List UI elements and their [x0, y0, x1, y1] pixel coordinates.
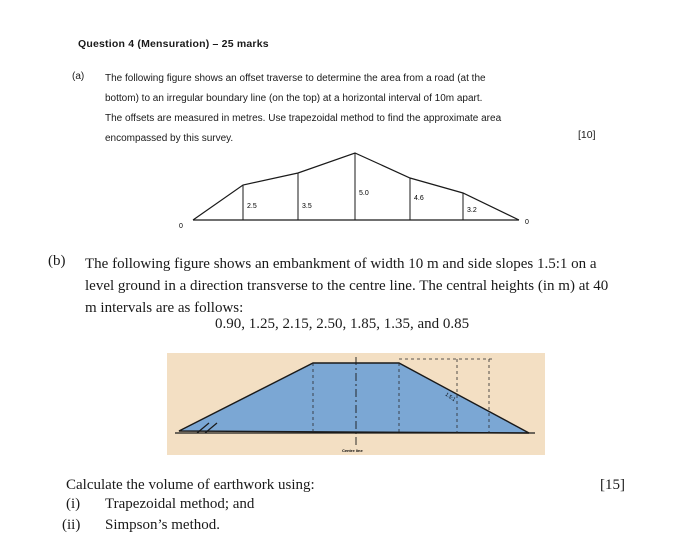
method-2-text: Simpson’s method.: [105, 517, 221, 533]
method-1-number: (i): [66, 496, 81, 512]
part-a-line-4: encompassed by this survey.: [105, 133, 234, 144]
offset-label: 4.6: [414, 195, 424, 202]
offset-traverse-figure: [165, 145, 545, 235]
embankment-figure: [167, 353, 545, 455]
part-a-line-3: The offsets are measured in metres. Use trapezoidal method to find the approximate area: [105, 113, 502, 124]
part-b-line-2: level ground in a direction transverse to the centre line. The central heights (in m) at 40: [85, 278, 609, 294]
offset-label: 0: [525, 219, 529, 226]
slope-label: 1.5:1: [443, 391, 457, 404]
offset-label: 5.0: [359, 190, 369, 197]
part-a-label: (a): [72, 71, 85, 82]
part-b-marks: [15]: [600, 477, 625, 493]
part-b-line-1: The following figure shows an embankment of width 10 m and side slopes 1.5:1 on a: [85, 256, 597, 272]
part-b-line-3: m intervals are as follows:: [85, 300, 244, 316]
part-a-line-2: bottom) to an irregular boundary line (on the top) at a horizontal interval of 10m apart.: [105, 93, 483, 104]
offset-label: 0: [179, 223, 183, 230]
part-b-label: (b): [48, 253, 66, 269]
offset-label: 2.5: [247, 203, 257, 210]
centre-line-label: Centre line: [342, 448, 363, 453]
calculation-prompt: Calculate the volume of earthwork using:: [66, 477, 315, 493]
part-a-text: [105, 69, 650, 149]
offset-label: 3.5: [302, 203, 312, 210]
part-a-marks: [10]: [578, 129, 596, 141]
question-title: Question 4 (Mensuration) – 25 marks: [78, 38, 269, 50]
method-1-text: Trapezoidal method; and: [105, 496, 255, 512]
central-heights: 0.90, 1.25, 2.15, 2.50, 1.85, 1.35, and 0.85: [215, 316, 470, 332]
method-2-number: (ii): [62, 517, 81, 533]
part-a-line-1: The following figure shows an offset traverse to determine the area from a road (at the: [105, 73, 486, 84]
part-b-text: [85, 253, 665, 319]
offset-label: 3.2: [467, 207, 477, 214]
